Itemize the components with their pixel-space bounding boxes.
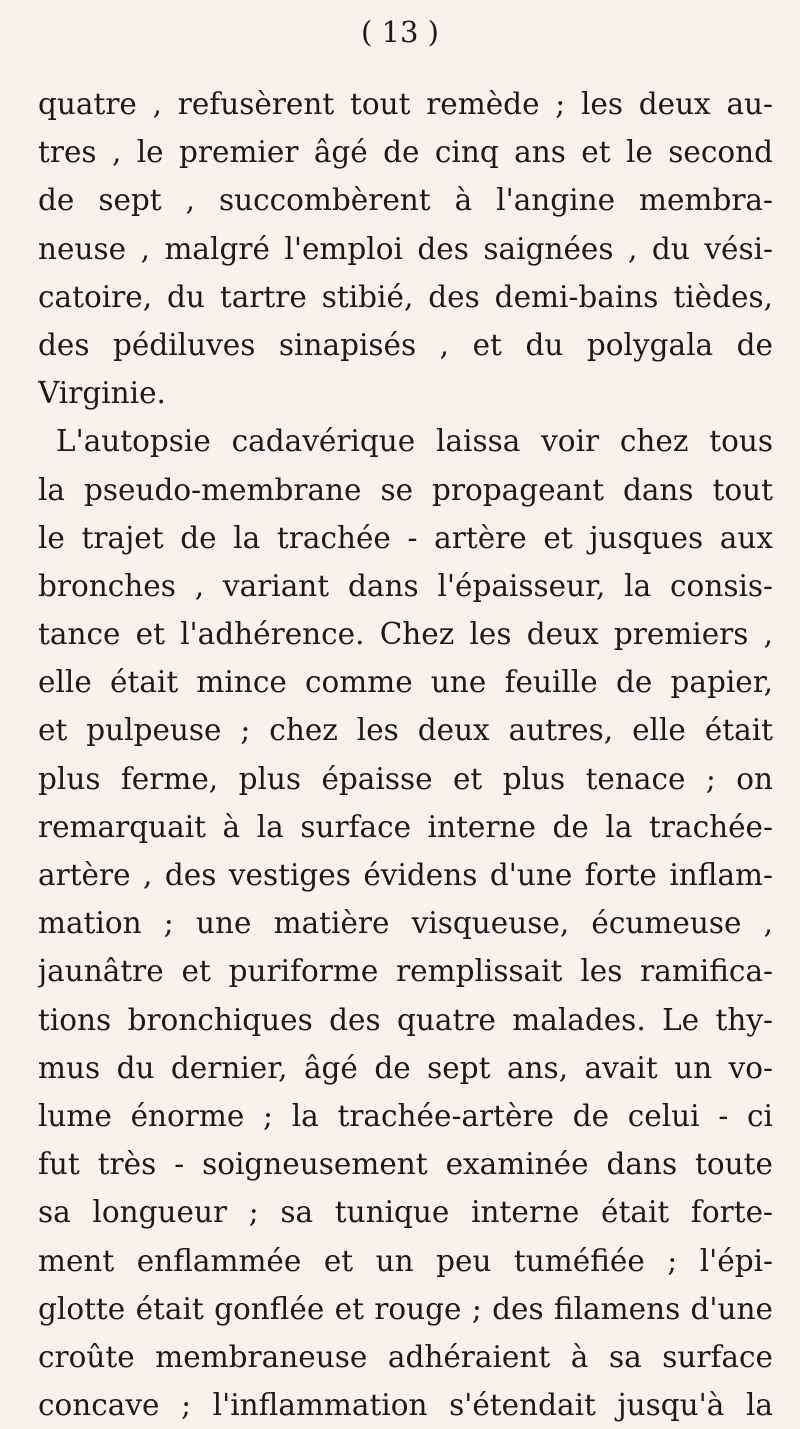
text-line: tance et l'adhérence. Chez les deux premiers , [38,617,773,652]
text-line: neuse , malgré l'emploi des saignées , du vési- [38,231,773,266]
text-line: Virginie. [38,376,166,411]
text-line: mus du dernier, âgé de sept ans, avait un vo- [38,1050,773,1085]
text-line: artère , des vestiges évidens d'une forte inflam- [38,858,773,892]
text-line: et pulpeuse ; chez les deux autres, elle était [38,713,773,748]
text-line: plus ferme, plus épaisse et plus tenace ; on [38,761,773,796]
text-line: jaunâtre et puriforme remplissait les ramifica- [38,954,773,989]
text-line: fut très - soigneusement examinée dans toute [38,1147,773,1182]
text-line: concave ; l'inflammation s'étendait jusqu'à la [38,1388,773,1423]
text-line: sa longueur ; sa tunique interne était forte- [38,1195,773,1230]
text-line: elle était mince comme une feuille de papier, [38,665,773,700]
text-line: tres , le premier âgé de cinq ans et le second [38,135,773,170]
text-line: ment enflammée et un peu tuméfiée ; l'épi- [38,1243,773,1278]
page-number: ( 13 ) [361,15,439,49]
text-line: glotte était gonflée et rouge ; des filamens d'une [38,1291,773,1326]
text-line: bronches , variant dans l'épaisseur, la consis- [38,568,773,603]
text-line: quatre , refusèrent tout remède ; les deux au- [38,87,773,121]
text-line: la pseudo-membrane se propageant dans tout [38,472,773,507]
text-line: remarquait à la surface interne de la trachée- [38,809,773,844]
text-line: de sept , succombèrent à l'angine membra- [38,183,773,218]
text-line: tions bronchiques des quatre malades. Le thy- [38,1002,773,1037]
text-line: lume énorme ; la trachée-artère de celui - ci [38,1098,773,1133]
text-line: catoire, du tartre stibié, des demi-bains tièdes, [38,279,773,314]
text-line: le trajet de la trachée - artère et jusques aux [38,520,773,555]
text-line: mation ; une matière visqueuse, écumeuse , [38,906,773,941]
body-text [38,80,773,1429]
text-line: des pédiluves sinapisés , et du polygala de [38,327,773,362]
text-line: croûte membraneuse adhéraient à sa surface [38,1339,773,1374]
text-line: L'autopsie cadavérique laissa voir chez tous [56,424,773,459]
